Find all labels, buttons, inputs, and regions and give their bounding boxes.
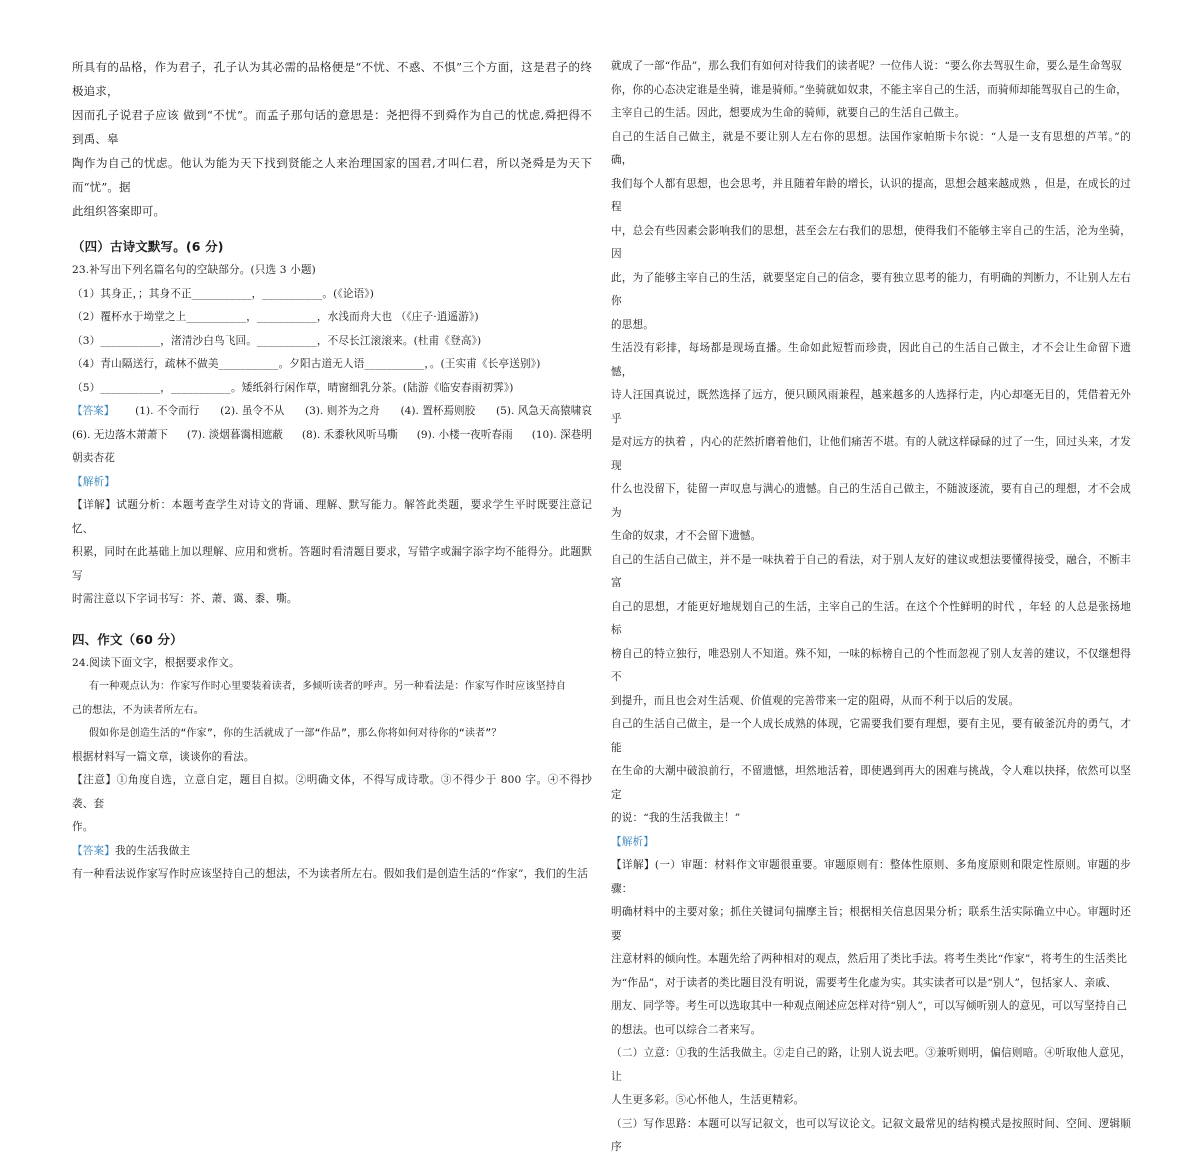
question-23-item: （3）___________，渚清沙白鸟飞回。___________，不尽长江滚滚来。(杜甫《登高》) xyxy=(72,334,482,347)
essay-line: 主宰自己的生活。因此，想要成为生命的骑师，就要自己的生活自己做主。 xyxy=(611,107,966,119)
answer-row xyxy=(72,400,592,424)
analysis-tag: 【解析】 xyxy=(72,475,115,488)
material-line: 己的想法，不为读者所左右。 xyxy=(72,704,204,716)
answer-item: (2). 虽令不从 xyxy=(220,405,285,417)
answer-tag: 【答案】 xyxy=(72,844,115,857)
answer-item: (1). 不令而行 xyxy=(135,405,200,417)
detail-line: 注意材料的倾向性。本题先给了两种相对的观点，然后用了类比手法。将考生类比“作家”，将考生的生活类比 xyxy=(611,953,1128,965)
essay-line: 诗人汪国真说过，既然选择了远方，便只顾风雨兼程，越来越多的人选择行走，内心却毫无目的，凭借着无外乎 xyxy=(611,389,1131,425)
left-column xyxy=(72,55,592,887)
essay-line: 生命的奴隶，才不会留下遗憾。 xyxy=(611,530,762,542)
question-23-item: （2）覆杯水于坳堂之上___________，___________，水浅而舟大也 （《庄子·逍遥游》) xyxy=(72,311,479,323)
detail-line: （二）立意：①我的生活我做主。②走自己的路，让别人说去吧。③兼听则明，偏信则暗。④听取他人意见，让 xyxy=(611,1047,1131,1083)
essay-line: 是对远方的执着 ，内心的茫然折磨着他们，让他们痛苦不堪。有的人就这样碌碌的过了一生，回过头来，才发现 xyxy=(611,436,1131,472)
essay-line: 在生命的大潮中破浪前行，不留遗憾，坦然地活着，即使遇到再大的困难与挑战，令人难以抉择，依然可以坚定 xyxy=(611,765,1131,801)
essay-line: 到提升，而且也会对生活观、价值观的完善带来一定的阻碍，从而不利于以后的发展。 xyxy=(611,694,1020,707)
answer-row xyxy=(72,424,592,448)
answer-item: (5). 风急天高猿啸哀 xyxy=(496,405,592,417)
question-23-stem: 23.补写出下列名篇名句的空缺部分。(只选 3 小题) xyxy=(72,264,316,276)
question-23-item: （4）青山隔送行，疏林不做美___________。夕阳古道无人语___________，。(王实甫《长亭送别》) xyxy=(72,358,541,370)
essay-answer-line xyxy=(72,840,592,864)
essay-line: 自己的生活自己做主，就是不要让别人左右你的思想。法国作家帕斯卡尔说：“人是一支有思想的芦苇。”的确， xyxy=(611,130,1131,166)
question-23-item: （5）___________，___________。矮纸斜行闲作草，晴窗细乳分茶。(陆游《临安春雨初霁》) xyxy=(72,381,514,394)
essay-line: 我们每个人都有思想，也会思考，并且随着年龄的增长，认识的提高，思想会越来越成熟 ，但是，在成长的过程 xyxy=(611,177,1131,213)
detail-line: 朋友、同学等。考生可以选取其中一种观点阐述应怎样对待“别人”，可以写倾听别人的意见，可以写坚持自己 xyxy=(611,1000,1128,1012)
essay-line: 自己的生活自己做主，并不是一味执着于自己的看法，对于别人友好的建议或想法要懂得接受，融合，不断丰富 xyxy=(611,553,1131,589)
answer-item: (8). 禾黍秋风听马嘶 xyxy=(301,428,398,441)
answer-item: (7). 淡烟暮霭相遮蔽 xyxy=(186,428,283,441)
intro-line: 此组织答案即可。 xyxy=(72,204,166,218)
detail-line: （三）写作思路：本题可以写记叙文，也可以写议论文。记叙文最常见的结构模式是按照时间、空间、逻辑顺序 xyxy=(611,1117,1131,1153)
note-line xyxy=(72,769,592,816)
material-line: 假如你是创造生活的“作家”，你的生活就成了一部“作品”，那么你将如何对待你的“读者”？ xyxy=(89,728,502,739)
essay-line: 的思想。 xyxy=(611,318,654,331)
essay-line: 的说：“我的生活我做主！” xyxy=(611,812,741,824)
essay-line: 什么也没留下，徒留一声叹息与满心的遗憾。自己的生活自己做主，不随波逐流，要有自己的理想，才不会成为 xyxy=(611,483,1131,519)
right-column xyxy=(611,55,1131,1160)
essay-line: 有一种看法说作家写作时应该坚持自己的想法，不为读者所左右。假如我们是创造生活的“作家”，我们的生活 xyxy=(72,868,589,880)
essay-line: 自己的思想，才能更好地规划自己的生活，主宰自己的生活。在这个个性鲜明的时代 ，年轻 的人总是张扬地标 xyxy=(611,600,1131,636)
answer-continuation: 朝卖杏花 xyxy=(72,452,115,464)
intro-line: 陶作为自己的忧虑。他认为能为天下找到贤能之人来治理国家的国君,才叫仁君，所以尧舜是为天下而“忧”。据 xyxy=(72,156,592,194)
intro-line: 因而孔子说君子应该 做到“不忧”。而孟子那句话的意思是：尧把得不到舜作为自己的忧虑,舜把得不到禹、皋 xyxy=(72,108,592,146)
answer-item: (3). 则芥为之舟 xyxy=(305,405,380,417)
essay-line: 榜自己的特立独行，唯恐别人不知道。殊不知，一味的标榜自己的个性而忽视了别人友善的建议，不仅继想得不 xyxy=(611,647,1131,683)
detail-line xyxy=(72,494,592,541)
detail-line: 明确材料中的主要对象；抓住关键词句揣摩主旨；根据相关信息因果分析；联系生活实际确立中心。审题时还要 xyxy=(611,906,1131,942)
material-line: 有一种观点认为：作家写作时心里要装着读者，多倾听读者的呼声。另一种看法是：作家写作时应该坚持自 xyxy=(89,681,567,692)
question-24-stem: 24.阅读下面文字，根据要求作文。 xyxy=(72,656,240,669)
section-title-poetry: （四）古诗文默写。(6 分) xyxy=(72,239,224,254)
detail-line xyxy=(611,854,1131,901)
essay-line: 自己的生活自己做主，是一个人成长成熟的体现，它需要我们要有理想，要有主见，要有破釜沉舟的勇气，才能 xyxy=(611,718,1131,754)
answer-item: (9). 小楼一夜听春雨 xyxy=(416,428,513,441)
essay-line: 就成了一部“作品”，那么我们有如何对待我们的读者呢？一位伟人说：“要么你去驾驭生命，要么是生命驾驭 xyxy=(611,60,1122,72)
essay-line: 生活没有彩排，每场都是现场直播。生命如此短暂而珍贵，因此自己的生活自己做主，才不会让生命留下遗憾， xyxy=(611,342,1131,378)
essay-line: 中，总会有些因素会影响我们的思想，甚至会左右我们的思想，使得我们不能够主宰自己的生活，沦为坐骑，因 xyxy=(611,224,1131,260)
essay-line: 此，为了能够主宰自己的生活，就要坚定自己的信念，要有独立思考的能力，有明确的判断力，不让别人左右你 xyxy=(611,271,1131,307)
essay-title: 我的生活我做主 xyxy=(114,844,191,857)
essay-line: 你，你的心态决定谁是坐骑，谁是骑师。”坐骑就如奴隶，不能主宰自己的生活，而骑师却能驾驭自己的生命， xyxy=(611,83,1127,96)
detail-tag: 【详解】 xyxy=(72,499,117,511)
detail-line: 时需注意以下字词书写：芥、萧、霭、黍、嘶。 xyxy=(72,593,298,605)
note-tag: 【注意】 xyxy=(72,774,117,786)
answer-item: (4). 置杯焉则胶 xyxy=(400,405,476,417)
question-23-item: （1）其身正，；其身不正___________，___________。(《论语》) xyxy=(72,287,375,300)
detail-line: 为“作品”，对于读者的类比题目没有明说，需要考生化虚为实。其实读者可以是“别人”，包括家人、亲戚、 xyxy=(611,976,1117,989)
detail-line: 的想法。也可以综合二者来写。 xyxy=(611,1023,762,1036)
answer-item: (6). 无边落木萧萧下 xyxy=(72,428,168,441)
analysis-tag: 【解析】 xyxy=(611,835,654,848)
answer-tag: 【答案】 xyxy=(72,405,115,417)
detail-text: 试题分析：本题考查学生对诗文的背诵、理解、默写能力。解答此类题，要求学生平时既要注意记忆、 xyxy=(72,499,592,535)
detail-line: 积累，同时在此基础上加以理解、应用和赏析。答题时看清题目要求，写错字或漏字添字均不能得分。此题默写 xyxy=(72,546,592,582)
detail-tag: 【详解】 xyxy=(611,859,655,871)
note-line: 作。 xyxy=(72,821,94,833)
detail-text: (一）审题：材料作文审题很重要。审题原则有：整体性原则、多角度原则和限定性原则。审题的步骤： xyxy=(611,859,1131,895)
instruction: 根据材料写一篇文章，谈谈你的看法。 xyxy=(72,750,255,763)
answer-item: (10). 深巷明 xyxy=(531,428,592,441)
intro-line: 所具有的品格，作为君子，孔子认为其必需的品格便是“不忧、不惑、不惧”三个方面，这是君子的终极追求， xyxy=(72,60,592,98)
note-text: ①角度自选，立意自定，题目自拟。②明确文体，不得写成诗歌。③不得少于 800 字。④不得抄袭、套 xyxy=(72,774,592,810)
section-title-essay: 四、作文（60 分） xyxy=(72,631,183,647)
detail-line: 人生更多彩。⑤心怀他人，生活更精彩。 xyxy=(611,1094,805,1106)
